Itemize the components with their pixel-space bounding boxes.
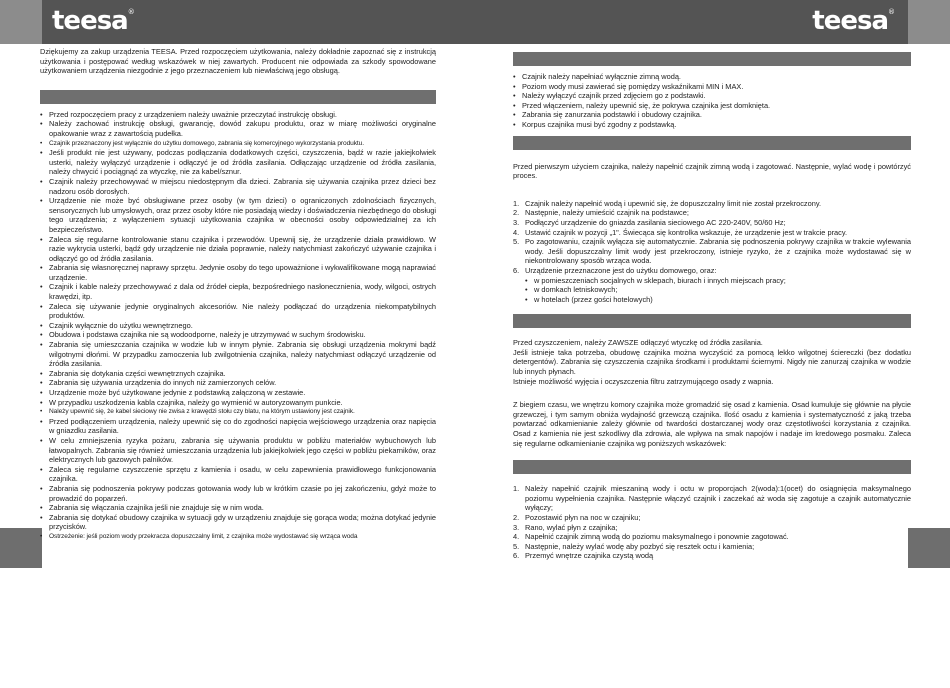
usage-step <box>513 199 911 209</box>
safety-list-item: • Zabrania się włączania czajnika jeśli nie znajduje się w nim woda. <box>40 503 436 513</box>
descale-step <box>513 513 911 523</box>
notes-list <box>513 72 911 130</box>
descale-step <box>513 542 911 552</box>
notes-list-item: • Należy wyłączyć czajnik przed zdjęciem go z podstawki. <box>513 91 911 101</box>
safety-list-item: • Czajnik należy przechowywać w miejscu niedostępnym dla dzieci. Zabrania się używania czajnika przez dzieci bez nadzoru osób dorosłych. <box>40 177 436 196</box>
descale-step <box>513 532 911 542</box>
notes-list-item: • Przed włączeniem, należy upewnić się, że pokrywa czajnika jest domknięta. <box>513 101 911 111</box>
usage-sub-item: • w hotelach (przez gości hotelowych) <box>525 295 911 305</box>
section-bar-notes <box>513 52 911 66</box>
step-text: Po zagotowaniu, czajnik wyłącza się automatycznie. Zabrania się podnoszenia pokrywy czajnika w trakcie wylewania wody. Jeśli dopuszczalny limit wody jest przekroczony, istnieje ryzyko, że z czajnika może wydostawać się w niekontrolowany sposób wrząca woda. <box>525 237 911 266</box>
step-text: Należy napełnić czajnik mieszaniną wody i octu w proporcjach 2(woda):1(ocet) do osiągnięcia maksymalnego poziomu wypełnienia czajnika. Następnie włączyć czajnik i zaczekać aż woda się zagotuje a czajnik automatycznie wyłączy; <box>525 484 911 513</box>
notes-list-item: • Zabrania się zanurzania podstawki i obudowy czajnika. <box>513 110 911 120</box>
safety-list-item: • Zabrania się dotykać obudowy czajnika w sytuacji gdy w urządzeniu znajduje się gorąca woda; można dotykać jedynie przycisków. <box>40 513 436 532</box>
cleaning-paragraph-1: Przed czyszczeniem, należy ZAWSZE odłączyć wtyczkę od źródła zasilania. <box>513 338 763 348</box>
brand-logo-left: teesa® <box>52 6 134 36</box>
step-number: 5. <box>513 237 520 247</box>
step-number: 3. <box>513 217 520 227</box>
safety-list-item: • Zaleca się regularne czyszczenie sprzętu z kamienia i osadu, w celu zapewnienia prawidłowego funkcjonowania czajnika. <box>40 465 436 484</box>
safety-list-item: • Zabrania się umieszczania czajnika w wodzie lub w innym płynie. Zabrania się obsługi urządzenia mokrymi bądź wilgotnymi dłońmi. W przypadku zamoczenia lub zwilgotnienia czajnika, należy natychmiast odłączyć urządzenie od źródła zasilania. <box>40 340 436 369</box>
safety-list-item: • Zaleca się regularne kontrolowanie stanu czajnika i przewodów. Upewnij się, że urządzenie działa prawidłowo. W razie wykrycia usterki, bądź gdy urządzenie nie działa poprawnie, należy natychmiast zakończyć używanie czajnika i odłączyć go od źródła zasilania. <box>40 235 436 264</box>
safety-list-item: • Jeśli produkt nie jest używany, podczas podłączania dodatkowych części, czyszczenia, bądź w razie jakiejkolwiek usterki, należy wyłączyć urządzenie i odłączyć je od źródła zasilania. Odłączając urządzenie od źródła zasilania, należy chwycić i pociągnąć za wtyczkę, nie za kabel/sznur. <box>40 148 436 177</box>
step-text: Następnie, należy wylać wodę aby pozbyć się resztek octu i kamienia; <box>525 541 755 551</box>
cleaning-paragraph-3: Istnieje możliwość wyjęcia i oczyszczenia filtru zatrzymującego osady z wapnia. <box>513 376 774 386</box>
step-number: 6. <box>513 265 520 275</box>
step-text: Urządzenie przeznaczone jest do użytku domowego, oraz: <box>525 265 717 275</box>
usage-sub-item: • w pomieszczeniach socjalnych w sklepach, biurach i innych miejscach pracy; <box>525 276 911 286</box>
step-text: Pozostawić płyn na noc w czajniku; <box>525 513 641 522</box>
side-tab-right <box>908 528 950 568</box>
header-tab-left <box>0 0 42 44</box>
step-number: 5. <box>513 541 520 551</box>
step-number: 1. <box>513 484 520 494</box>
usage-step <box>513 208 911 218</box>
descale-step <box>513 551 911 561</box>
safety-list-item: • Zabrania się podnoszenia pokrywy podczas gotowania wody lub w krótkim czasie po jej zakończeniu, gdyż może to prowadzić do poparzeń. <box>40 484 436 503</box>
usage-step <box>513 228 911 238</box>
section-bar-first-use <box>513 136 911 150</box>
safety-list-item: • Zabrania się używania urządzenia do innych niż zamierzonych celów. <box>40 378 436 388</box>
notes-list-item: • Czajnik należy napełniać wyłącznie zimną wodą. <box>513 72 911 82</box>
usage-step <box>513 266 911 276</box>
safety-list-item: • Czajnik wyłącznie do użytku wewnętrznego. <box>40 321 436 331</box>
safety-list-item: • Należy zachować instrukcję obsługi, gwarancję, dowód zakupu produktu, oraz w miarę możliwości oryginalne opakowanie wraz z zawartością pudełka. <box>40 119 436 138</box>
safety-list-item: • Zaleca się używanie jedynie oryginalnych akcesoriów. Nie należy podłączać do urządzenia niekompatybilnych produktów. <box>40 302 436 321</box>
safety-list-item: • Zabrania się dotykania części wewnętrznych czajnika. <box>40 369 436 379</box>
step-text: Napełnić czajnik zimną wodą do poziomu maksymalnego i ponownie zagotować. <box>525 532 789 542</box>
safety-list-item: • Przed rozpoczęciem pracy z urządzeniem należy uważnie przeczytać instrukcję obsługi. <box>40 110 436 120</box>
safety-list-item: • W przypadku uszkodzenia kabla czajnika, należy go wymienić w autoryzowanym punkcie. <box>40 398 436 408</box>
safety-list-item: • Zabrania się własnoręcznej naprawy sprzętu. Jedynie osoby do tego upoważnione i wykwalifikowane mogą naprawiać urządzenie. <box>40 263 436 282</box>
header-left <box>0 0 475 44</box>
descale-step <box>513 523 911 533</box>
brand-logo-right: teesa® <box>812 6 894 36</box>
step-text: Następnie, należy umieścić czajnik na podstawce; <box>525 208 689 218</box>
cleaning-paragraph-2: Jeśli istnieje taka potrzeba, obudowę czajnika można wyczyścić za pomocą lekko wilgotnej ściereczki (bez dodatku detergentów). Zabrania się czyszczenia czajnika środkami i produktami ściernymi. Nigdy nie zanurzaj czajnika w wodzie lub innych płynach. <box>513 347 911 377</box>
step-number: 1. <box>513 198 520 208</box>
descale-steps <box>513 484 911 561</box>
usage-step <box>513 218 911 228</box>
section-bar-descale <box>513 460 911 474</box>
descale-paragraph: Z biegiem czasu, we wnętrzu komory czajnika może gromadzić się osad z kamienia. Osad kumuluje się głównie na płycie grzewczej, i tym samym obniża wydajność grzewczą czajnika. Ilość osadu z kamienia i systematyczność z jaką trzeba powtarzać odkamienianie zależy głównie od twardości dostarczanej wody oraz częstotliwości korzystania z czajnika. Osad z kamienia nie jest szkodliwy dla zdrowia, ale wpływa na smak napojów i nadaje im kredowego posmaku. Zaleca się regularne odkamienianie czajnika wg poniższych wskazówek: <box>513 400 911 448</box>
step-text: Ustawić czajnik w pozycji „1". Świecąca się kontrolka wskazuje, że urządzenie jest w trakcie pracy. <box>525 227 848 237</box>
step-text: Czajnik należy napełnić wodą i upewnić się, że dopuszczalny limit nie został przekroczony. <box>525 198 822 208</box>
usage-steps <box>513 199 911 276</box>
right-column <box>513 52 911 561</box>
safety-list-item: • Urządzenie może być użytkowane jedynie z podstawką załączoną w zestawie. <box>40 388 436 398</box>
step-number: 4. <box>513 227 520 237</box>
descale-step <box>513 484 911 513</box>
safety-list <box>40 110 436 542</box>
usage-sub-item: • w domkach letniskowych; <box>525 285 911 295</box>
notes-list-item: • Korpus czajnika musi być zgodny z podstawką. <box>513 120 911 130</box>
section-bar-cleaning <box>513 314 911 328</box>
safety-list-item: • W celu zmniejszenia ryzyka pożaru, zabrania się używania produktu w pobliżu materiałów wybuchowych lub łatwopalnych. Zabrania się również umieszczania urządzenia lub jakiejkolwiek jego części w pobliżu piekarników, oraz elektrycznych lub gazowych palników. <box>40 436 436 465</box>
safety-list-item: • Ostrzeżenie: jeśli poziom wody przekracza dopuszczalny limit, z czajnika może wydostawać się wrząca woda <box>40 532 436 542</box>
step-text: Rano, wylać płyn z czajnika; <box>525 522 618 532</box>
header-right <box>475 0 950 44</box>
step-number: 3. <box>513 522 520 532</box>
header-tab-right <box>908 0 950 44</box>
section-bar-safety <box>40 90 436 104</box>
safety-list-item: • Czajnik przeznaczony jest wyłącznie do użytku domowego, zabrania się komercyjnego wykorzystania produktu. <box>40 139 436 149</box>
safety-list-item: • Przed podłączeniem urządzenia, należy upewnić się co do zgodności napięcia wejściowego urządzenia oraz napięcia w gniazdku zasilania. <box>40 417 436 436</box>
safety-list-item: • Należy upewnić się, że kabel sieciowy nie zwisa z krawędzi stołu czy blatu, na którym ustawiony jest czajnik. <box>40 407 436 417</box>
usage-sub-list <box>513 276 911 305</box>
usage-step <box>513 237 911 266</box>
step-text: Podłączyć urządzenie do gniazda zasilania sieciowego AC 220-240V, 50/60 Hz; <box>525 217 786 227</box>
left-column <box>40 47 436 542</box>
safety-list-item: • Czajnik i kable należy przechowywać z dala od źródeł ciepła, bezpośredniego nasłonecznienia, wody, wilgoci, ostrych krawędzi, itp. <box>40 282 436 301</box>
step-number: 2. <box>513 513 520 522</box>
side-tab-left <box>0 528 42 568</box>
step-number: 2. <box>513 208 520 218</box>
notes-list-item: • Poziom wody musi zawierać się pomiędzy wskaźnikami MIN i MAX. <box>513 82 911 92</box>
intro-paragraph: Dziękujemy za zakup urządzenia TEESA. Przed rozpoczęciem użytkowania, należy dokładnie zapoznać się z instrukcją użytkowania i postępować według wskazówek w niej zawartych. Producent nie odpowiada za szkody spowodowane użytkowaniem urządzenia niezgodnie z jego przeznaczeniem lub niewłaściwą jego obsługą. <box>40 47 436 76</box>
step-number: 6. <box>513 551 520 561</box>
first-use-paragraph: Przed pierwszym użyciem czajnika, należy napełnić czajnik zimną wodą i zagotować. Następnie, wylać wodę i powtórzyć proces. <box>513 161 911 181</box>
step-number: 4. <box>513 532 520 542</box>
safety-list-item: • Obudowa i podstawa czajnika nie są wodoodporne, należy je utrzymywać w suchym środowisku. <box>40 330 436 340</box>
step-text: Przemyć wnętrze czajnika czystą wodą <box>525 551 654 561</box>
safety-list-item: • Urządzenie nie może być obsługiwane przez osoby (w tym dzieci) o ograniczonych zdolnościach fizycznych, sensorycznych lub umysłowych, oraz przez osoby które nie posiadają wiedzy i doświadczenia niezbędnego do obsługi tego urządzenia; z wyłączeniem sytuacji użytkowania czajnika w obecności osoby odpowiedzialnej za ich bezpieczeństwo. <box>40 196 436 234</box>
